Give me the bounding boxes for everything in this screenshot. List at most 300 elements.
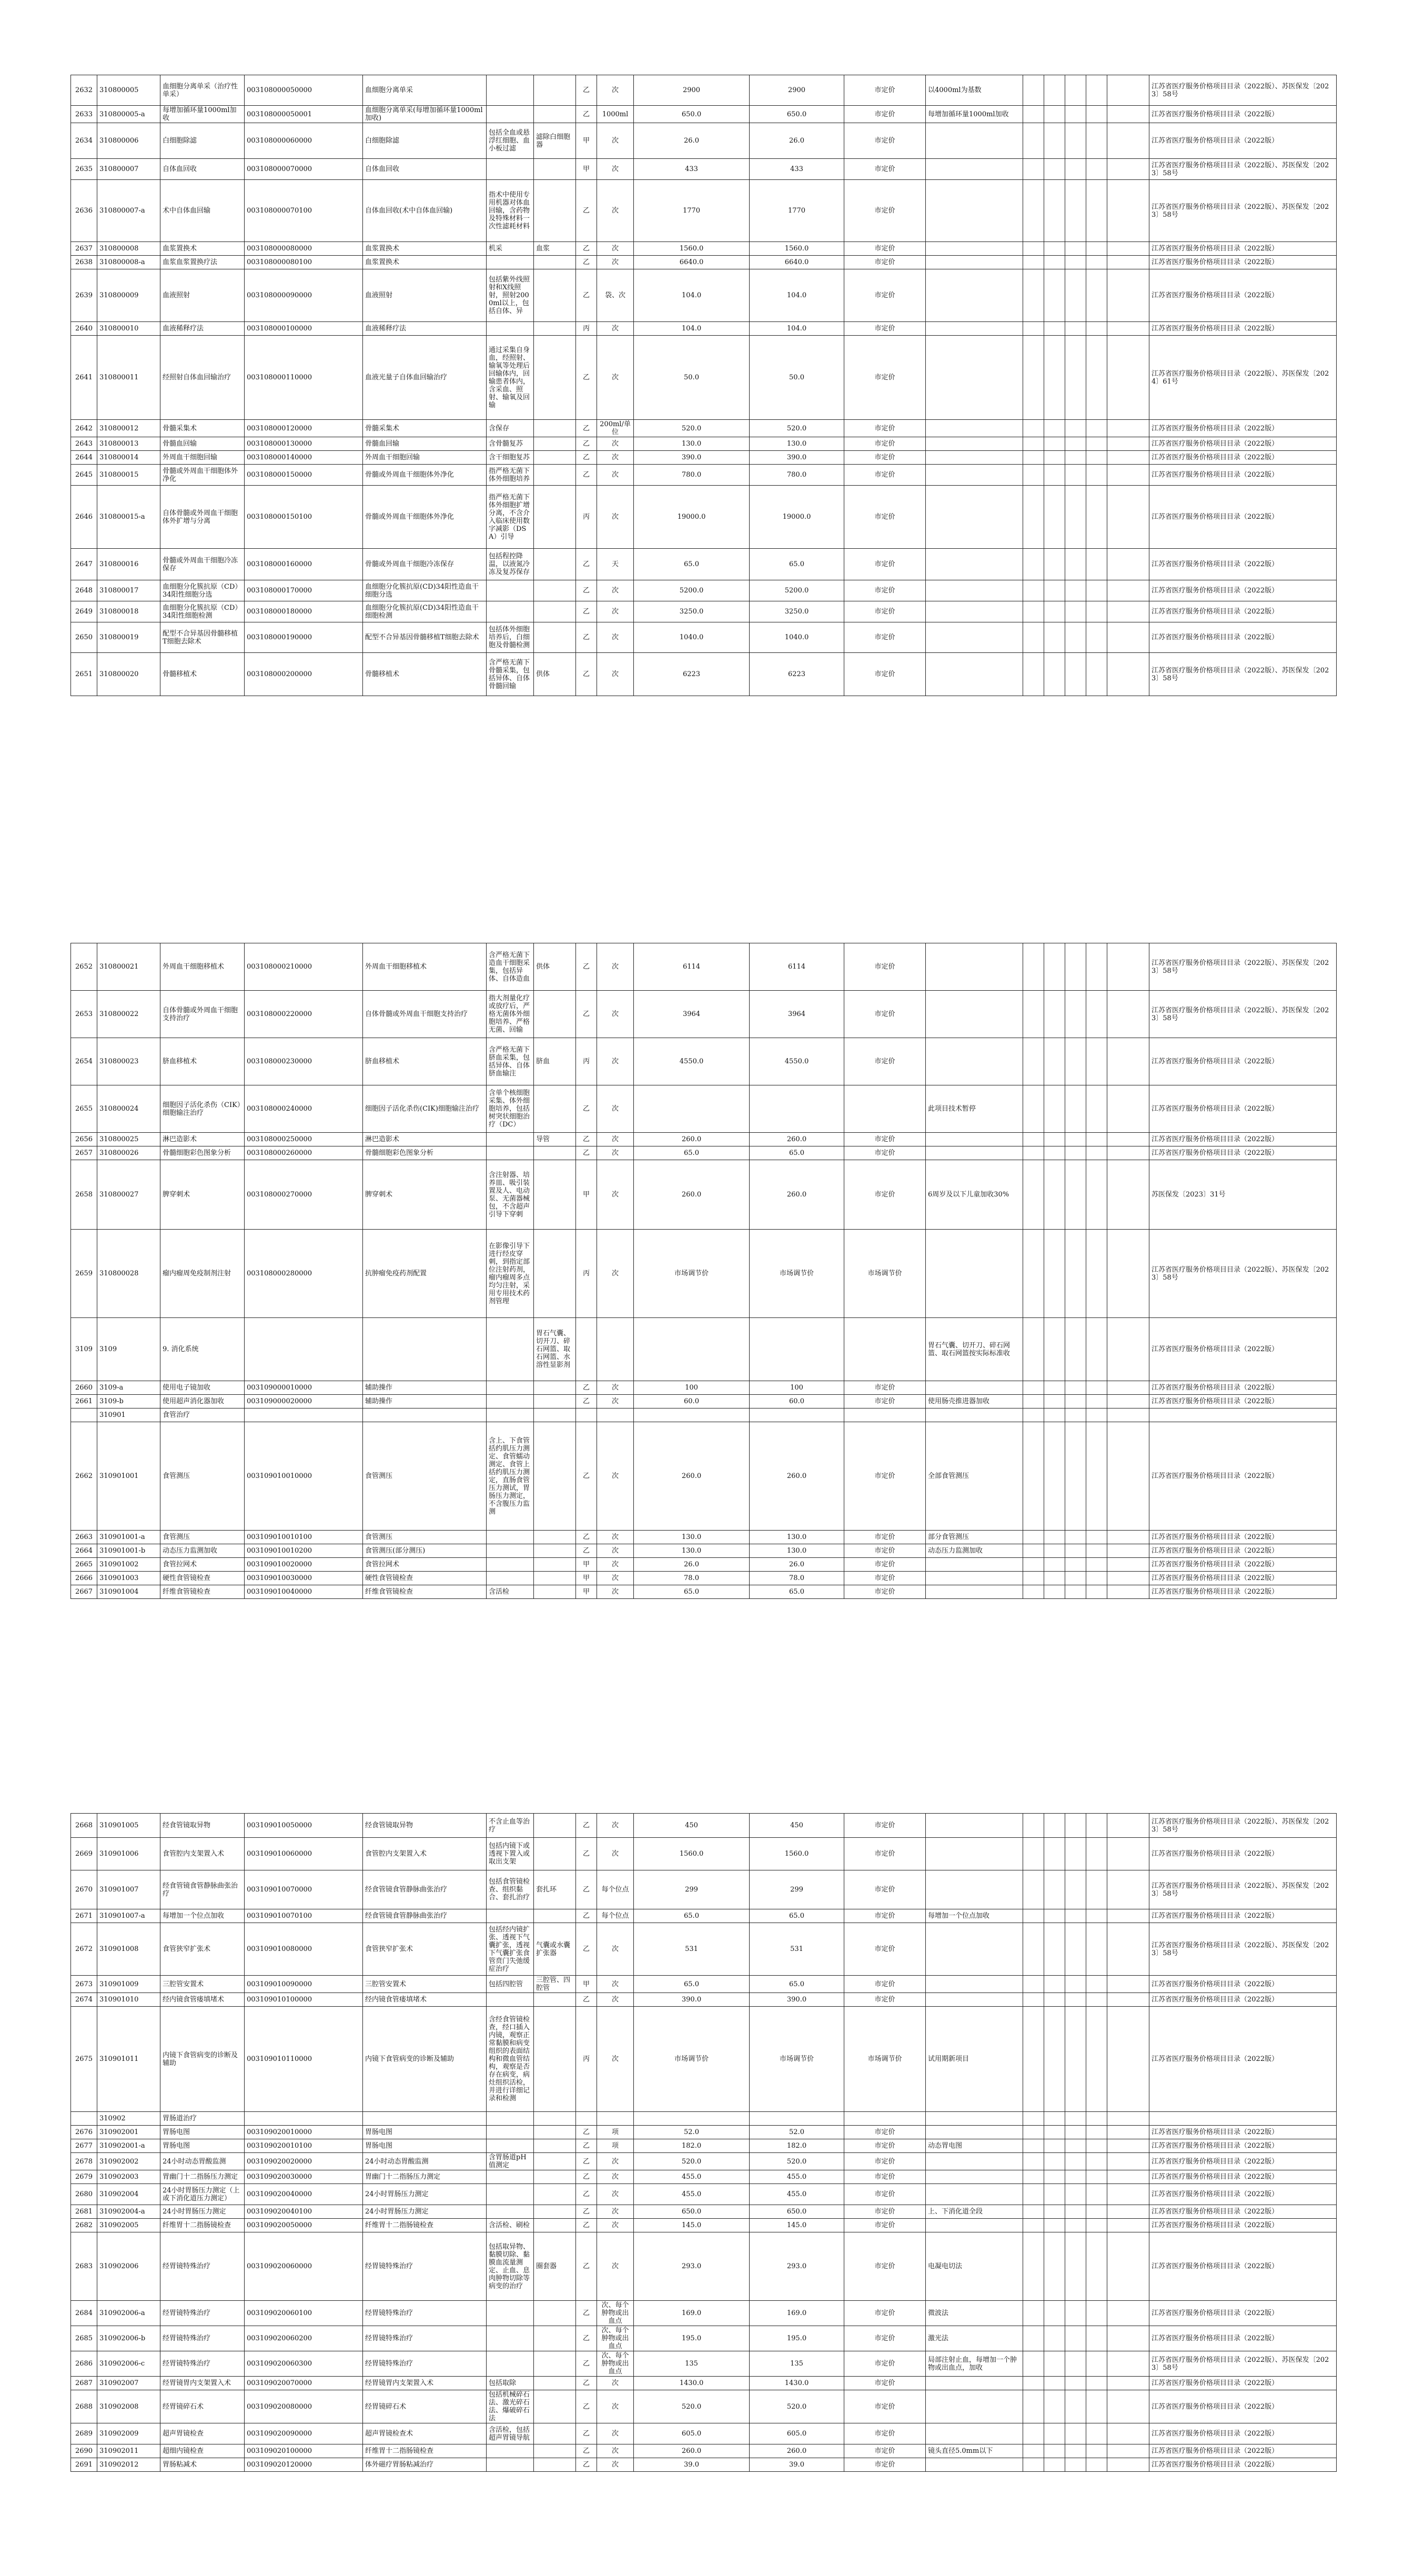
cell-e3 (1065, 1531, 1086, 1544)
cell-note1: 市定价 (844, 1146, 926, 1160)
cell-p2: 520.0 (750, 2390, 844, 2423)
cell-code: 310901002 (97, 1558, 160, 1572)
cell-exclu (534, 1230, 576, 1318)
cell-exclu (534, 336, 576, 420)
cell-ncode: 003108000180000 (245, 601, 363, 622)
cell-e1 (1023, 2219, 1044, 2232)
cell-e1 (1023, 2153, 1044, 2170)
cell-ncode: 003109020120000 (245, 2458, 363, 2472)
cell-exin: 包括取异物、黏膜切除、黏膜血流量测定、止血、息肉肿物切除等病变的治疗 (487, 2232, 534, 2301)
cell-e3 (1065, 2458, 1086, 2472)
table-row (71, 1085, 1337, 1133)
table-row (71, 2351, 1337, 2377)
cell-exclu (534, 1572, 576, 1585)
cell-seq: 2688 (71, 2390, 97, 2423)
cell-code: 310902012 (97, 2458, 160, 2472)
cell-unit: 次 (597, 1976, 634, 1993)
cell-proj (1149, 2112, 1337, 2126)
cell-cont: 外周血干细胞回输 (363, 451, 487, 465)
cell-ncode: 003108000070100 (245, 180, 363, 242)
cell-seq: 2653 (71, 991, 97, 1038)
cell-p2: 65.0 (750, 1585, 844, 1599)
cell-seq: 2644 (71, 451, 97, 465)
cell-p2: 260.0 (750, 1133, 844, 1146)
cell-cont: 骨髓或外周血干细胞体外净化 (363, 465, 487, 486)
cell-p1: 26.0 (634, 123, 750, 159)
cell-e5 (1107, 465, 1149, 486)
cell-e5 (1107, 943, 1149, 991)
cell-e5 (1107, 2326, 1149, 2351)
cell-ncode: 003108000050000 (245, 75, 363, 106)
cell-e3 (1065, 269, 1086, 322)
cell-ncode: 003109010010100 (245, 1531, 363, 1544)
cell-e3 (1065, 1146, 1086, 1160)
cell-e5 (1107, 1133, 1149, 1146)
cell-name: 每增加循环量1000ml加收 (160, 106, 245, 123)
cell-ncode: 003108000070000 (245, 159, 363, 180)
cell-e5 (1107, 2390, 1149, 2423)
cell-proj: 江苏省医疗服务价格项目目录（2022版） (1149, 1146, 1337, 1160)
cell-note (926, 1923, 1023, 1976)
cell-p1: 455.0 (634, 2184, 750, 2205)
cell-exclu (534, 2205, 576, 2219)
cell-exclu (534, 2326, 576, 2351)
cell-note1: 市定价 (844, 1838, 926, 1870)
cell-ncode: 003108000130000 (245, 437, 363, 451)
cell-p1: 78.0 (634, 1572, 750, 1585)
cell-e4 (1086, 1870, 1107, 1909)
cell-name: 食管治疗 (160, 1408, 245, 1422)
cell-code: 310902006-c (97, 2351, 160, 2377)
cell-seq: 2634 (71, 123, 97, 159)
cell-cls: 乙 (576, 943, 597, 991)
cell-note1 (844, 1318, 926, 1381)
cell-seq: 2685 (71, 2326, 97, 2351)
cell-e5 (1107, 601, 1149, 622)
cell-e4 (1086, 2301, 1107, 2326)
cell-unit: 次 (597, 1381, 634, 1395)
cell-seq: 2654 (71, 1038, 97, 1085)
table-row (71, 2390, 1337, 2423)
cell-note1: 市定价 (844, 2184, 926, 2205)
cell-e3 (1065, 322, 1086, 336)
cell-e1 (1023, 75, 1044, 106)
cell-cls: 丙 (576, 322, 597, 336)
cell-code: 310800010 (97, 322, 160, 336)
cell-p1: 52.0 (634, 2126, 750, 2139)
cell-proj: 江苏省医疗服务价格项目目录（2022版） (1149, 437, 1337, 451)
cell-e1 (1023, 1133, 1044, 1146)
cell-cls: 乙 (576, 2139, 597, 2153)
cell-e1 (1023, 549, 1044, 580)
cell-p1: 390.0 (634, 1993, 750, 2007)
cell-e1 (1023, 322, 1044, 336)
cell-note1: 市定价 (844, 2205, 926, 2219)
cell-exclu (534, 2377, 576, 2390)
cell-exclu: 胃石气囊、切开刀、碎石网篮、取石网篮、水溶性显影剂 (534, 1318, 576, 1381)
cell-note: 镜头直径5.0mm以下 (926, 2444, 1023, 2458)
cell-unit: 每个位点 (597, 1909, 634, 1923)
cell-e5 (1107, 1160, 1149, 1230)
cell-seq: 2652 (71, 943, 97, 991)
cell-e3 (1065, 549, 1086, 580)
cell-name: 超声胃镜检查 (160, 2423, 245, 2444)
cell-seq: 2658 (71, 1160, 97, 1230)
cell-exin: 指严格无菌下体外细胞培养 (487, 465, 534, 486)
cell-e1 (1023, 1160, 1044, 1230)
cell-cls: 丙 (576, 2007, 597, 2112)
cell-exin (487, 1572, 534, 1585)
cell-p2: 520.0 (750, 2153, 844, 2170)
cell-note (926, 943, 1023, 991)
cell-cls: 乙 (576, 2126, 597, 2139)
cell-note1: 市定价 (844, 2301, 926, 2326)
cell-p2: 1560.0 (750, 1838, 844, 1870)
cell-e2 (1044, 2007, 1065, 2112)
cell-e3 (1065, 180, 1086, 242)
cell-e5 (1107, 1572, 1149, 1585)
cell-e1 (1023, 1230, 1044, 1318)
cell-unit: 次 (597, 2219, 634, 2232)
cell-e5 (1107, 1531, 1149, 1544)
cell-e4 (1086, 123, 1107, 159)
cell-seq: 2673 (71, 1976, 97, 1993)
cell-exin (487, 2126, 534, 2139)
cell-ncode: 003108000080000 (245, 242, 363, 256)
cell-ncode: 003109010100000 (245, 1993, 363, 2007)
cell-ncode: 003109010060000 (245, 1838, 363, 1870)
cell-cont: 骨髓或外周血干细胞体外净化 (363, 486, 487, 549)
cell-unit: 次 (597, 465, 634, 486)
cell-e3 (1065, 2232, 1086, 2301)
cell-cls: 乙 (576, 2390, 597, 2423)
cell-seq: 2657 (71, 1146, 97, 1160)
cell-e3 (1065, 1381, 1086, 1395)
cell-e2 (1044, 1146, 1065, 1160)
cell-e1 (1023, 601, 1044, 622)
cell-e1 (1023, 420, 1044, 437)
cell-e2 (1044, 180, 1065, 242)
cell-e4 (1086, 1814, 1107, 1838)
cell-seq: 2689 (71, 2423, 97, 2444)
cell-e4 (1086, 991, 1107, 1038)
cell-proj: 江苏省医疗服务价格项目目录（2022版）、苏医保发〔2023〕58号 (1149, 1870, 1337, 1909)
cell-exin (487, 2112, 534, 2126)
cell-code: 310902007 (97, 2377, 160, 2390)
cell-seq: 2640 (71, 322, 97, 336)
cell-proj: 江苏省医疗服务价格项目目录（2022版）、苏医保发〔2023〕58号 (1149, 180, 1337, 242)
cell-code: 3109-b (97, 1395, 160, 1408)
cell-exclu (534, 1838, 576, 1870)
cell-unit: 次、每个肿物或出血点 (597, 2351, 634, 2377)
table-row (71, 2326, 1337, 2351)
cell-ncode: 003109010070100 (245, 1909, 363, 1923)
cell-exin (487, 322, 534, 336)
cell-exin: 含经食管镜检查，经口插入内镜，观察正常黏膜和病变组织的表面结构和微血管结构，观察是否存在病变，病灶组织活检，并进行详细记录和检测 (487, 2007, 534, 2112)
cell-cls: 乙 (576, 1923, 597, 1976)
cell-e3 (1065, 1923, 1086, 1976)
cell-exclu (534, 2112, 576, 2126)
table-row (71, 622, 1337, 653)
table-row (71, 1381, 1337, 1395)
cell-e2 (1044, 1133, 1065, 1146)
cell-e2 (1044, 2112, 1065, 2126)
cell-ncode: 003109000020000 (245, 1395, 363, 1408)
cell-e3 (1065, 1838, 1086, 1870)
table-row (71, 451, 1337, 465)
table-row (71, 943, 1337, 991)
cell-e4 (1086, 1923, 1107, 1976)
cell-cls: 乙 (576, 1909, 597, 1923)
cell-e2 (1044, 2205, 1065, 2219)
cell-note: 胃石气囊、切开刀、碎石网篮、取石网篮按实际标准收 (926, 1318, 1023, 1381)
cell-cls: 乙 (576, 1993, 597, 2007)
cell-seq: 2642 (71, 420, 97, 437)
cell-unit: 次 (597, 180, 634, 242)
cell-exin: 含严格无菌下骨髓采集，包括异体、自体骨髓回输 (487, 653, 534, 696)
cell-p2: 260.0 (750, 1160, 844, 1230)
cell-exin: 包括全血或悬浮红细胞、血小板过滤 (487, 123, 534, 159)
cell-e2 (1044, 1395, 1065, 1408)
cell-e1 (1023, 336, 1044, 420)
cell-e4 (1086, 2184, 1107, 2205)
cell-e2 (1044, 580, 1065, 601)
cell-seq: 2661 (71, 1395, 97, 1408)
cell-ncode: 003109020050000 (245, 2219, 363, 2232)
cell-unit: 次 (597, 75, 634, 106)
cell-e1 (1023, 269, 1044, 322)
cell-note1: 市定价 (844, 2139, 926, 2153)
cell-unit: 袋、次 (597, 269, 634, 322)
table-row (71, 123, 1337, 159)
cell-exclu (534, 486, 576, 549)
cell-note (926, 256, 1023, 269)
cell-cls: 乙 (576, 1133, 597, 1146)
table-row (71, 991, 1337, 1038)
cell-e5 (1107, 106, 1149, 123)
cell-ncode: 003108000170000 (245, 580, 363, 601)
cell-ncode: 003108000190000 (245, 622, 363, 653)
cell-name: 食管狭窄扩张术 (160, 1923, 245, 1976)
cell-proj: 江苏省医疗服务价格项目目录（2022版）、苏医保发〔2023〕58号 (1149, 1814, 1337, 1838)
cell-p1: 65.0 (634, 1585, 750, 1599)
cell-e5 (1107, 2170, 1149, 2184)
cell-e2 (1044, 2170, 1065, 2184)
cell-unit (597, 1408, 634, 1422)
cell-e2 (1044, 2326, 1065, 2351)
cell-note1: 市定价 (844, 2232, 926, 2301)
cell-e4 (1086, 2153, 1107, 2170)
cell-proj: 江苏省医疗服务价格项目目录（2022版） (1149, 1038, 1337, 1085)
cell-e1 (1023, 465, 1044, 486)
cell-ncode: 003109020060200 (245, 2326, 363, 2351)
cell-cont: 血细胞分离单采 (363, 75, 487, 106)
cell-e2 (1044, 2153, 1065, 2170)
cell-p2: 780.0 (750, 465, 844, 486)
cell-note: 动态胃电图 (926, 2139, 1023, 2153)
cell-proj: 江苏省医疗服务价格项目目录（2022版） (1149, 1318, 1337, 1381)
cell-cls: 乙 (576, 1814, 597, 1838)
cell-note1: 市定价 (844, 1160, 926, 1230)
cell-exclu (534, 580, 576, 601)
cell-name: 9. 消化系统 (160, 1318, 245, 1381)
cell-unit: 次 (597, 2184, 634, 2205)
cell-cls: 乙 (576, 2444, 597, 2458)
cell-cont: 淋巴造影术 (363, 1133, 487, 1146)
cell-code: 310800005-a (97, 106, 160, 123)
cell-seq: 2632 (71, 75, 97, 106)
cell-exin (487, 1531, 534, 1544)
cell-note1: 市定价 (844, 1870, 926, 1909)
cell-note (926, 159, 1023, 180)
cell-p2: 605.0 (750, 2423, 844, 2444)
cell-e3 (1065, 242, 1086, 256)
cell-exin (487, 159, 534, 180)
cell-seq: 2636 (71, 180, 97, 242)
cell-proj: 江苏省医疗服务价格项目目录（2022版） (1149, 322, 1337, 336)
cell-proj: 江苏省医疗服务价格项目目录（2022版） (1149, 1381, 1337, 1395)
cell-cont: 经胃镜碎石术 (363, 2390, 487, 2423)
cell-note1: 市定价 (844, 1814, 926, 1838)
cell-unit: 次 (597, 322, 634, 336)
cell-note (926, 580, 1023, 601)
cell-ncode: 003109010050000 (245, 1814, 363, 1838)
cell-p1 (634, 1318, 750, 1381)
cell-note (926, 269, 1023, 322)
cell-e5 (1107, 159, 1149, 180)
cell-cls: 乙 (576, 2301, 597, 2326)
cell-cont: 24小时动态胃酸监测 (363, 2153, 487, 2170)
cell-exclu: 供体 (534, 943, 576, 991)
cell-seq: 2663 (71, 1531, 97, 1544)
cell-name: 骨髓移植术 (160, 653, 245, 696)
cell-e2 (1044, 486, 1065, 549)
cell-exin (487, 601, 534, 622)
cell-exin: 指严格无菌下体外细胞扩增分离，不含介入临床使用数字减影（DSA）引导 (487, 486, 534, 549)
cell-cont: 配型不合异基因骨髓移植T细胞去除术 (363, 622, 487, 653)
cell-cont: 超声胃镜检查术 (363, 2423, 487, 2444)
cell-unit: 次 (597, 159, 634, 180)
cell-note (926, 1146, 1023, 1160)
cell-cont: 血浆置换术 (363, 256, 487, 269)
cell-unit: 次 (597, 2423, 634, 2444)
cell-unit: 次 (597, 1395, 634, 1408)
cell-e3 (1065, 159, 1086, 180)
cell-e4 (1086, 1395, 1107, 1408)
cell-cls: 甲 (576, 1558, 597, 1572)
cell-cls: 乙 (576, 106, 597, 123)
cell-e4 (1086, 451, 1107, 465)
cell-p1: 195.0 (634, 2326, 750, 2351)
cell-e5 (1107, 180, 1149, 242)
cell-e5 (1107, 1870, 1149, 1909)
cell-exclu (534, 2007, 576, 2112)
cell-note1: 市定价 (844, 1038, 926, 1085)
table-row (71, 75, 1337, 106)
cell-exclu (534, 622, 576, 653)
table-row (71, 2112, 1337, 2126)
cell-p1: 299 (634, 1870, 750, 1909)
cell-proj: 江苏省医疗服务价格项目目录（2022版） (1149, 2326, 1337, 2351)
cell-e1 (1023, 1146, 1044, 1160)
cell-code: 310902001 (97, 2126, 160, 2139)
cell-e2 (1044, 2232, 1065, 2301)
cell-e5 (1107, 486, 1149, 549)
cell-code: 310901004 (97, 1585, 160, 1599)
cell-e5 (1107, 2232, 1149, 2301)
cell-exclu (534, 991, 576, 1038)
cell-p2: 65.0 (750, 549, 844, 580)
cell-p1: 650.0 (634, 2205, 750, 2219)
cell-seq: 2675 (71, 2007, 97, 2112)
cell-code: 3109 (97, 1318, 160, 1381)
cell-cont: 胃肠电图 (363, 2139, 487, 2153)
cell-note1: 市定价 (844, 2390, 926, 2423)
cell-e4 (1086, 1085, 1107, 1133)
cell-ncode: 003108000260000 (245, 1146, 363, 1160)
cell-e3 (1065, 1395, 1086, 1408)
cell-note1: 市定价 (844, 2423, 926, 2444)
cell-ncode: 003109020010100 (245, 2139, 363, 2153)
cell-code: 310800015 (97, 465, 160, 486)
cell-e5 (1107, 1395, 1149, 1408)
cell-e1 (1023, 1381, 1044, 1395)
cell-e1 (1023, 486, 1044, 549)
cell-name: 24小时胃肠压力测定 (160, 2205, 245, 2219)
cell-seq: 2682 (71, 2219, 97, 2232)
cell-seq: 2680 (71, 2184, 97, 2205)
cell-note: 试用期新项目 (926, 2007, 1023, 2112)
cell-e2 (1044, 1572, 1065, 1585)
cell-cont: 经胃镜特殊治疗 (363, 2326, 487, 2351)
cell-cont: 骨髓移植术 (363, 653, 487, 696)
cell-note1: 市定价 (844, 2444, 926, 2458)
cell-code: 310800023 (97, 1038, 160, 1085)
cell-name: 食管测压 (160, 1422, 245, 1531)
cell-proj: 江苏省医疗服务价格项目目录（2022版） (1149, 1585, 1337, 1599)
cell-p2: 130.0 (750, 437, 844, 451)
cell-note (926, 2423, 1023, 2444)
cell-proj: 江苏省医疗服务价格项目目录（2022版） (1149, 420, 1337, 437)
cell-e1 (1023, 2139, 1044, 2153)
cell-exin: 机采 (487, 242, 534, 256)
cell-name: 血液稀释疗法 (160, 322, 245, 336)
cell-ncode: 003109020080000 (245, 2390, 363, 2423)
cell-e5 (1107, 653, 1149, 696)
cell-e4 (1086, 256, 1107, 269)
cell-e3 (1065, 2112, 1086, 2126)
cell-exin: 在影像引导下进行经皮穿刺，到指定部位注射药剂，瘤内瘤周多点均匀注射，采用专用技术药剂管理 (487, 1230, 534, 1318)
cell-e1 (1023, 1838, 1044, 1870)
cell-note1: 市定价 (844, 1395, 926, 1408)
cell-ncode: 003108000210000 (245, 943, 363, 991)
cell-note (926, 1976, 1023, 1993)
cell-p2: 299 (750, 1870, 844, 1909)
cell-exclu (534, 2390, 576, 2423)
cell-name: 骨髓细胞彩色图象分析 (160, 1146, 245, 1160)
cell-e4 (1086, 2423, 1107, 2444)
cell-seq: 2666 (71, 1572, 97, 1585)
table-row (71, 1133, 1337, 1146)
cell-note (926, 180, 1023, 242)
cell-exclu (534, 2153, 576, 2170)
cell-exclu (534, 465, 576, 486)
cell-name: 血浆血浆置换疗法 (160, 256, 245, 269)
cell-code: 310800009 (97, 269, 160, 322)
cell-e5 (1107, 1976, 1149, 1993)
cell-p1: 450 (634, 1814, 750, 1838)
cell-ncode: 003109020030000 (245, 2170, 363, 2184)
